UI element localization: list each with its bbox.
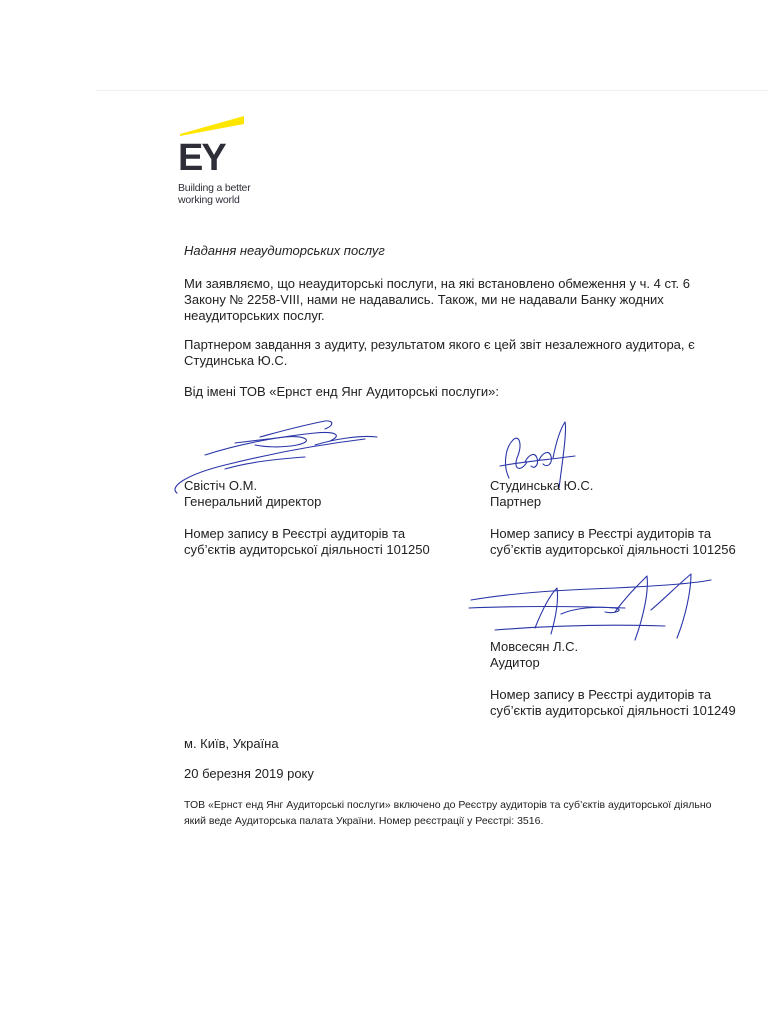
signatory-1-name: Свістіч О.М. [184,478,258,493]
signatory-1-register-line2: суб’єктів аудиторської діяльності 101250 [184,542,430,557]
ey-logo-wordmark: EY [178,137,225,179]
paragraph2-line1: Партнером завдання з аудиту, результатом якого є цей звіт незалежного аудитора, є [184,337,695,352]
signatory-1-role: Генеральний директор [184,494,322,509]
ey-logo-tagline-line2: working world [178,194,240,206]
on-behalf-line: Від імені ТОВ «Ернст енд Янг Аудиторські послуги»: [184,384,500,399]
section-heading: Надання неаудиторських послуг [184,243,385,258]
ey-logo-tagline-line1: Building a better [178,182,251,194]
ey-logo-accent-bar [180,116,244,136]
signatory-2-register-line1: Номер запису в Реєстрі аудиторів та [490,526,712,541]
date-line: 20 березня 2019 року [184,766,314,781]
paragraph2-line2: Студинська Ю.С. [184,353,288,368]
signatory-3-name: Мовсесян Л.С. [490,639,579,654]
signatory-2-register-line2: суб’єктів аудиторської діяльності 101256 [490,542,736,557]
city-line: м. Київ, Україна [184,736,279,751]
signatory-3-role: Аудитор [490,655,540,670]
paragraph1-line3: неаудиторських послуг. [184,308,325,323]
ey-logo [178,116,268,206]
paragraph1-line1: Ми заявляємо, що неаудиторські послуги, на які встановлено обмеження у ч. 4 ст. 6 [184,276,690,291]
paragraph1-line2: Закону № 2258-VIII, нами не надавались. Також, ми не надавали Банку жодних [184,292,664,307]
signatory-3-register-line2: суб’єктів аудиторської діяльності 101249 [490,703,736,718]
signatory-2-role: Партнер [490,494,542,509]
page-edge [95,90,768,91]
signatory-1-register-line1: Номер запису в Реєстрі аудиторів та [184,526,406,541]
signatory-2-name: Студинська Ю.С. [490,478,594,493]
ey-logo-tagline [178,182,250,206]
footer-line2: який веде Аудиторська палата України. Номер реєстрації у Реєстрі: 3516. [184,815,544,827]
signatory-3-register-line1: Номер запису в Реєстрі аудиторів та [490,687,712,702]
footer-line1: ТОВ «Ернст енд Янг Аудиторські послуги» включено до Реєстру аудиторів та суб’єктів аудиторської діяльно [184,799,712,811]
